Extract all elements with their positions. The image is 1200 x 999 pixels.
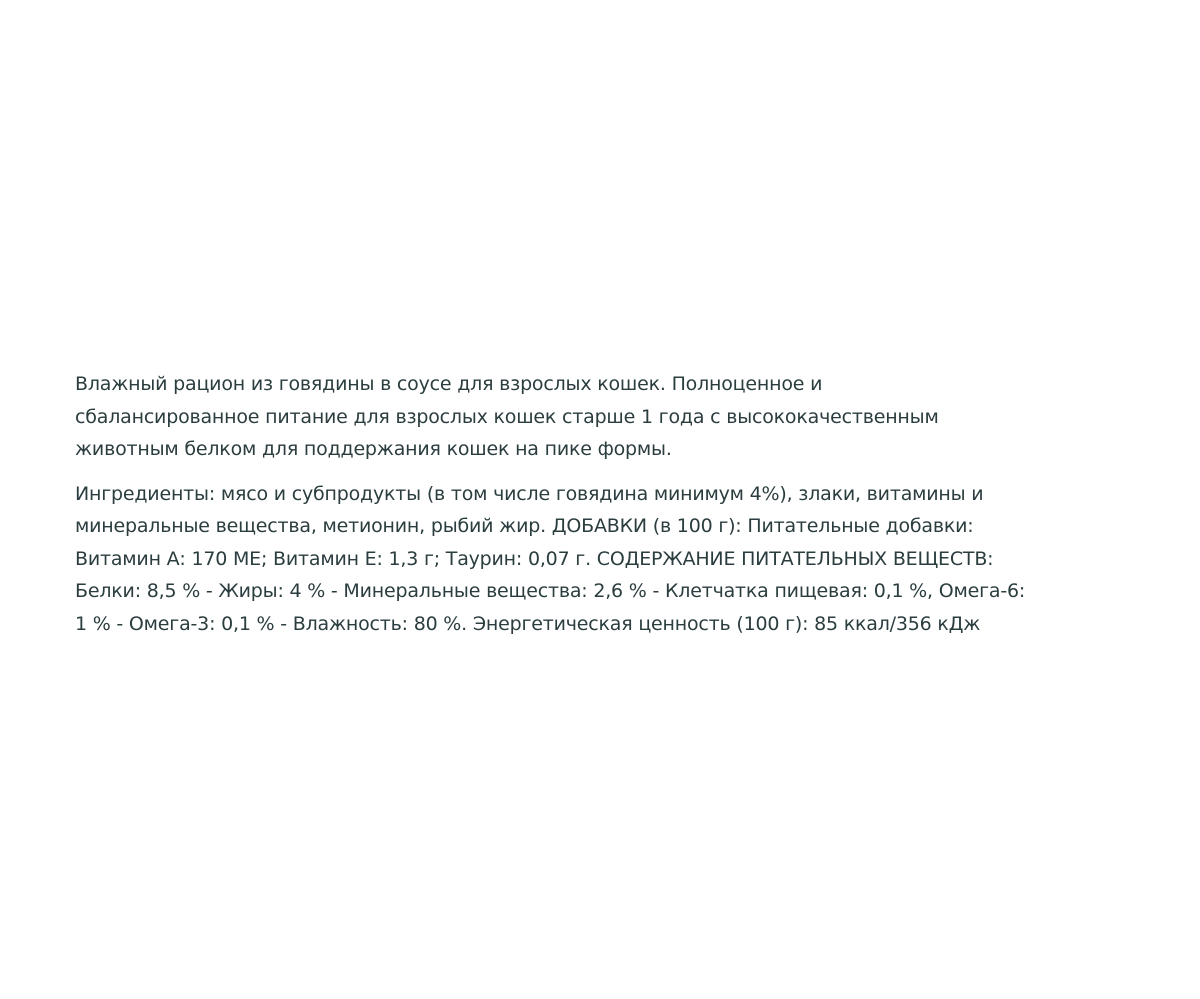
description-line: животным белком для поддержания кошек на пике формы.	[75, 438, 672, 460]
composition-line: 1 % - Омега-3: 0,1 % - Влажность: 80 %. Энергетическая ценность (100 г): 85 ккал/356 кДж	[75, 612, 981, 635]
composition-paragraph	[75, 478, 1155, 641]
product-description	[75, 368, 1155, 640]
composition-line: минеральные вещества, метионин, рыбий жир. ДОБАВКИ (в 100 г): Питательные добавки:	[75, 515, 974, 537]
description-line: Влажный рацион из говядины в соусе для взрослых кошек. Полноценное и	[75, 373, 823, 395]
composition-line: Белки: 8,5 % - Жиры: 4 % - Минеральные вещества: 2,6 % - Клетчатка пищевая: 0,1 %, Омега-6:	[75, 580, 1026, 602]
description-line: сбалансированное питание для взрослых кошек старше 1 года с высококачественным	[75, 405, 939, 428]
description-paragraph	[75, 368, 1155, 466]
composition-line: Ингредиенты: мясо и субпродукты (в том числе говядина минимум 4%), злаки, витамины и	[75, 482, 984, 505]
composition-line: Витамин А: 170 МЕ; Витамин Е: 1,3 г; Таурин: 0,07 г. СОДЕРЖАНИЕ ПИТАТЕЛЬНЫХ ВЕЩЕСТВ:	[75, 547, 994, 570]
